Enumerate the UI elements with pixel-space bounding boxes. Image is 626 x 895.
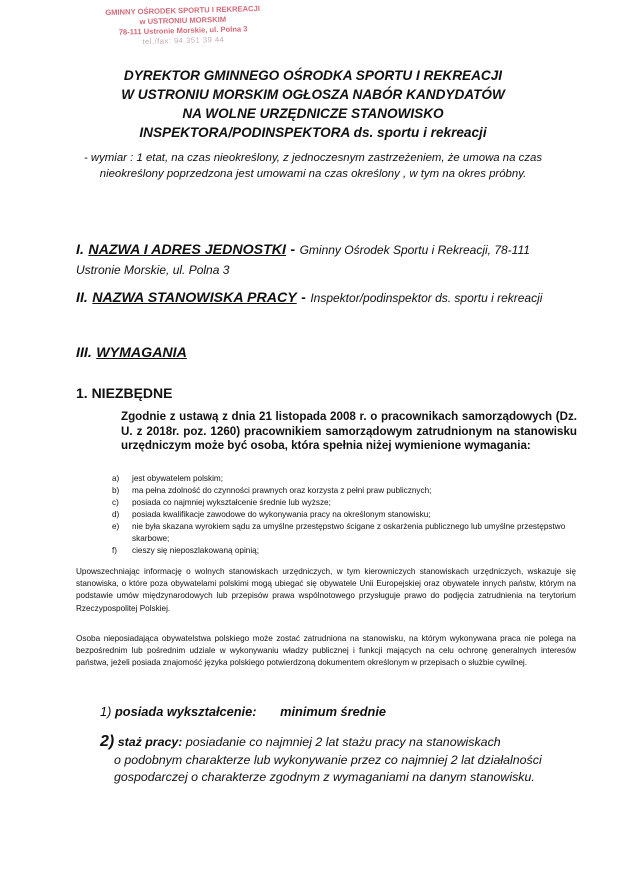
list-item [112,473,572,485]
eu-citizens-paragraph: Upowszechniając informację o wolnych stanowiskach urzędniczych, w tym kierowniczych stanowiskach urzędniczych, wskazuje się stanowiska, o które poza obywatelami polskimi mogą ubiegać się obywatele Unii Europejskiej oraz obywatele innych państw, którym na podstawie umów międzynarodowych lub przepisów prawa wspólnotowego przysługuje prawo do podjęcia zatrudnienia na terytorium Rzeczypospolitej Polskiej. [76,567,576,613]
item-text: posiada kwalifikacje zawodowe do wykonywania pracy na określonym stanowisku; [132,510,431,519]
item-letter: f) [112,546,118,555]
list-item [112,545,572,557]
experience-requirement [100,733,562,787]
section-heading: NAZWA I ADRES JEDNOSTKI [88,242,286,258]
title-line-2: W USTRONIU MORSKIM OGŁOSZA NABÓR KANDYDATÓW [121,87,505,102]
item-text: nie była skazana wyrokiem sądu za umyślne przestępstwo ścigane z oskarżenia publicznego lub umyślne przestępstwo skarbowe; [132,522,566,543]
education-requirement [100,704,386,719]
section-dash: - [290,242,296,258]
subsection-essential: 1. NIEZBĘDNE [76,385,173,401]
requirement-label: posiada wykształcenie: [114,704,257,719]
section-requirements [76,344,187,362]
item-letter: e) [112,522,120,531]
section-heading: NAZWA STANOWISKA PRACY [92,290,297,306]
section-value: Inspektor/podinspektor ds. sportu i rekreacji [310,291,543,305]
section-number: II. [76,290,88,306]
stamp-line-3: 78-111 Ustronie Morskie, ul. Polna 3 [118,24,248,37]
item-letter: c) [112,498,119,507]
announcement-title [60,66,566,142]
requirement-label: staż pracy: [117,735,183,749]
requirement-text-first-line: posiadanie co najmniej 2 lat stażu pracy na stanowiskach [185,735,501,749]
item-text: ma pełna zdolność do czynności prawnych oraz korzysta z pełni praw publicznych; [132,486,432,495]
section-number: III. [76,345,92,361]
item-text: posiada co najmniej wykształcenie średnie lub wyższe; [132,498,331,507]
foreign-citizens-paragraph: Osoba nieposiadająca obywatelstwa polskiego może zostać zatrudniona na stanowisku, na którym wykonywana praca nie polega na bezpośrednim lub pośrednim udziale w wykonywaniu władzy publicznej i funkcji mających na celu ochronę generalnych interesów państwa, jeżeli posiada znajomość języka polskiego potwierdzoną dokumentem określonym w przepisach o służbie cywilnej. [76,634,576,668]
section-number: I. [76,242,84,258]
stamp-line-4: tel./fax: 94 351 39 44 [142,34,225,47]
list-item [112,521,572,545]
employment-terms: - wymiar : 1 etat, na czas nieokreślony, z jednoczesnym zastrzeżeniem, że umowa na czas nieokreślony poprzedzona jest umowami na czas określony , w tym na okres próbny. [83,152,543,180]
section-heading: WYMAGANIA [96,345,187,361]
section-position-name [76,288,546,308]
item-letter: a) [112,474,120,483]
section-dash: - [301,290,306,306]
section-value: Gminny Ośrodek Sportu i Rekreacji, 78-111 Ustronie Morskie, ul. Polna 3 [76,243,530,277]
title-line-3: NA WOLNE URZĘDNICZE STANOWISKO [182,106,444,121]
list-item [112,485,572,497]
item-text: jest obywatelem polskim; [132,474,224,483]
title-line-4: INSPEKTORA/PODINSPEKTORA ds. sportu i rekreacji [139,125,487,140]
requirements-list [112,473,572,557]
list-item [112,509,572,521]
stamp-line-1: GMINNY OŚRODEK SPORTU I REKREACJI [105,3,261,18]
section-unit-name [76,240,576,280]
requirement-number: 1) [100,704,112,719]
item-text: cieszy się nieposzlakowaną opinią; [132,546,259,555]
requirement-text-rest: o podobnym charakterze lub wykonywanie przez co najmniej 2 lat działalności gospodarczej o charakterze zgodnym z wymaganiami na danym stanowisku. [114,752,542,784]
requirement-number: 2) [100,733,115,750]
item-letter: d) [112,510,120,519]
stamp-line-2: w USTRONIU MORSKIM [139,14,227,27]
title-line-1: DYREKTOR GMINNEGO OŚRODKA SPORTU I REKREACJI [123,68,503,83]
item-letter: b) [112,486,120,495]
legal-intro: Zgodnie z ustawą z dnia 21 listopada 2008 r. o pracownikach samorządowych (Dz. U. z 2018r. poz. 1260) pracownikiem samorządowym zatrudnionym na stanowisku urzędniczym może być osoba, która spełnia niżej wymienione wymagania: [121,410,577,453]
requirement-value: minimum średnie [280,704,387,719]
list-item [112,497,572,509]
institution-stamp [88,4,279,49]
